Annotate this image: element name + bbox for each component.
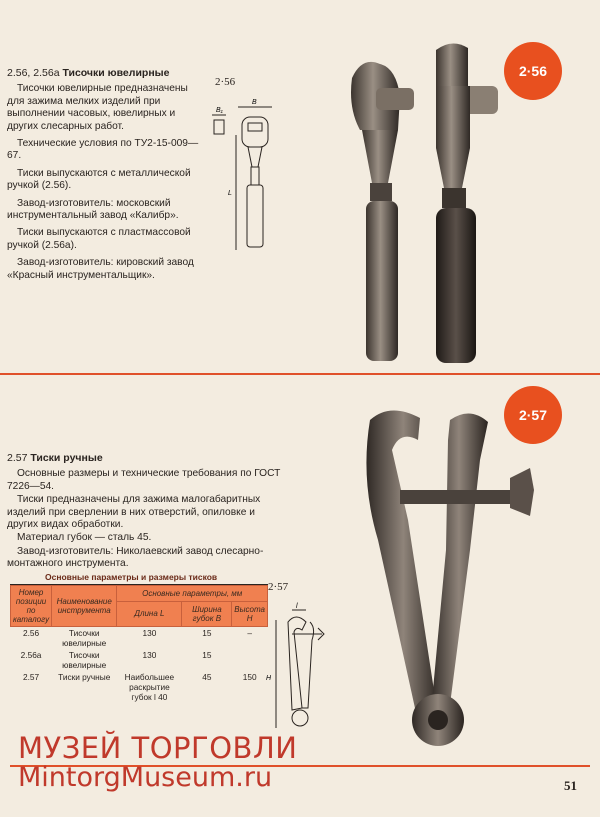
paragraph: Завод-изготовитель: московский инструментальный завод «Калибр». [7, 197, 179, 222]
paragraph: Технические условия по ТУ2-15-009—67. [7, 138, 199, 162]
svg-text:В: В [252, 99, 257, 106]
diagram-2-57 [262, 600, 334, 740]
page-number: 51 [564, 778, 577, 793]
paragraph: Материал губок — сталь 45. [17, 532, 152, 544]
section-2-56-heading: 2.56, 2.56а Тисочки ювелирные [7, 67, 170, 79]
header-group: Основные параметры, мм [117, 586, 268, 602]
paragraph: Тиски выпускаются с пластмассовой ручкой (2.56а). [7, 227, 191, 251]
table-row: 2.56 Тисочки ювелирные 130 15 – [22, 628, 252, 648]
watermark-url: MintorgMuseum.ru [18, 762, 273, 793]
svg-text:l: l [296, 603, 298, 610]
section-2-57-text [7, 452, 287, 572]
section-2-56-text [7, 67, 207, 287]
paragraph: Завод-изготовитель: кировский завод «Красный инструментальщик». [7, 257, 194, 281]
photo-hand-vise [330, 400, 560, 770]
section-divider [0, 373, 600, 375]
header-width: Ширина губок В [182, 601, 232, 627]
watermark-title: МУЗЕЙ ТОРГОВЛИ [18, 731, 298, 765]
diagram-2-56 [208, 95, 288, 265]
paragraph: Тисочки ювелирные предназначены для зажима мелких изделий при выполнении часовых, ювелирных и других слесарных работ. [7, 83, 188, 132]
section-2-57-heading: 2.57 Тиски ручные [7, 452, 103, 464]
svg-text:H: H [266, 675, 272, 682]
table-title: Основные параметры и размеры тисков [45, 572, 218, 582]
figure-label-2-57: 2·57 [268, 581, 289, 593]
svg-text:L: L [228, 190, 232, 197]
header-length: Длина L [117, 601, 182, 627]
figure-label-2-56: 2·56 [215, 76, 236, 88]
badge-2-56: 2·56 [504, 42, 562, 100]
header-pos: Номер позиции по каталогу [11, 586, 52, 627]
paragraph: Тиски предназначены для зажима малогабаритных изделий при сверлении в них отверстий, опиловке и других видах обработки. [7, 494, 261, 531]
header-height: Высота Н [232, 601, 268, 627]
paragraph: Тиски выпускаются с металлической ручкой (2.56). [7, 167, 191, 192]
photo-jewelers-vises [340, 38, 510, 368]
table-row: 2.57 Тиски ручные Наибольшее раскрытие губок l 40 45 150 [22, 672, 257, 702]
badge-2-57: 2·57 [504, 386, 562, 444]
params-table [10, 585, 268, 703]
params-table-wrapper [10, 584, 268, 703]
svg-text:В₁: В₁ [216, 107, 223, 114]
paragraph: Завод-изготовитель: Николаевский завод слесарно-монтажного инструмента. [7, 545, 264, 570]
header-name: Наименование инструмента [52, 586, 117, 627]
paragraph: Основные размеры и технические требования по ГОСТ 7226—54. [7, 468, 281, 492]
table-row: 2.56а Тисочки ювелирные 130 15 [20, 650, 212, 670]
